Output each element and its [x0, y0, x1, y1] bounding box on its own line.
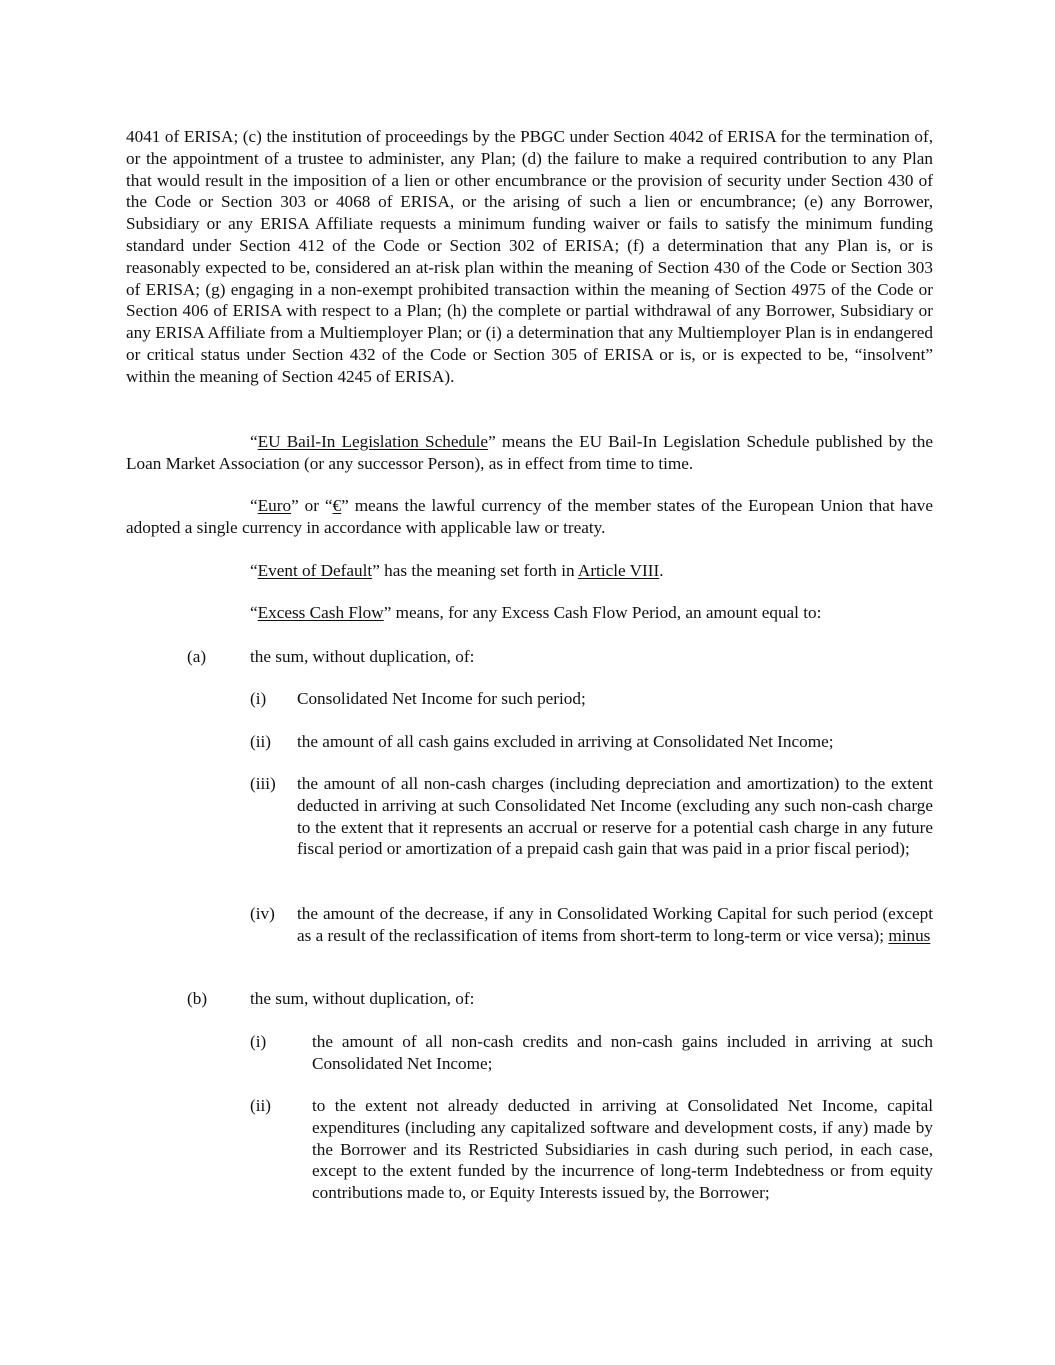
- definition-event-of-default: [126, 560, 933, 582]
- minus-keyword: minus: [888, 925, 931, 945]
- item-text: the amount of all non-cash charges (including depreciation and amortization) to the extent deducted in arriving at such Consolidated Net Income (excluding any such non-cash charge to the extent that it represents an accrual or reserve for a potential cash charge in any future fiscal period or amortization of a prepaid cash gain that was paid in a prior fiscal period);: [297, 774, 933, 859]
- clause-label: (a): [187, 647, 207, 666]
- clause-text: the sum, without duplication, of:: [250, 989, 475, 1008]
- erisa-event-continuation-paragraph: [126, 126, 933, 388]
- open-quote: “: [250, 561, 258, 580]
- open-quote: “: [250, 603, 258, 622]
- intro-text: 4041 of ERISA; (c) the institution of proceedings by the PBGC under Section 4042 of ERISA for the termination of, or the appointment of a trustee to administer, any Plan; (d) the failure to make a required contribution to any Plan that would result in the imposition of a lien or other encumbrance or the provision of security under Section 430 of the Code or Section 303 or 4068 of ERISA, or the arising of such a lien or encumbrance; (e) any Borrower, Subsidiary or any ERISA Affiliate requests a minimum funding waiver or fails to satisfy the minimum funding standard under Section 412 of the Code or Section 302 of ERISA; (f) a determination that any Plan is, or is reasonably expected to be, considered an at-risk plan within the meaning of Section 430 of the Code or Section 303 of ERISA; (g) engaging in a non-exempt prohibited transaction within the meaning of Section 4975 of the Code or Section 406 of ERISA with respect to a Plan; (h) the complete or partial withdrawal of any Borrower, Subsidiary or any ERISA Affiliate from a Multiemployer Plan; or (i) a determination that any Multiemployer Plan is in endangered or critical status under Section 432 of the Code or Section 305 of ERISA or is, or is expected to be, “insolvent” within the meaning of Section 4245 of ERISA).: [126, 127, 933, 386]
- definition-eu-bail-in-legislation-schedule: [126, 431, 933, 475]
- open-quote: “: [250, 496, 258, 515]
- item-text: the amount of all cash gains excluded in arriving at Consolidated Net Income;: [297, 732, 834, 751]
- item-label: (ii): [250, 1096, 271, 1115]
- item-text: the amount of all non-cash credits and non-cash gains included in arriving at such Consolidated Net Income;: [312, 1032, 933, 1073]
- item-label: (iv): [250, 904, 275, 923]
- definition-text: ” means the lawful currency of the member states of the European Union that have adopted a single currency in accordance with applicable law or treaty.: [126, 496, 934, 537]
- item-text: Consolidated Net Income for such period;: [297, 689, 586, 708]
- definition-text: ” has the meaning set forth in: [372, 561, 578, 580]
- definition-excess-cash-flow: [126, 602, 933, 624]
- defined-term: Euro: [257, 496, 292, 515]
- item-label: (i): [250, 1032, 267, 1051]
- article-reference: Article VIII: [577, 561, 660, 580]
- item-label: (i): [250, 689, 267, 708]
- clause-text: the sum, without duplication, of:: [250, 647, 475, 666]
- open-quote: “: [250, 432, 258, 451]
- definition-euro: [126, 495, 933, 539]
- definition-text: ” means the EU Bail-In Legislation Schedule published by the Loan Market Association (or any successor Person), as in effect from time to time.: [126, 432, 933, 473]
- defined-term: Event of Default: [257, 561, 373, 580]
- item-label: (ii): [250, 732, 271, 751]
- clause-label: (b): [187, 989, 208, 1008]
- item-label: (iii): [250, 774, 276, 793]
- item-text: the amount of the decrease, if any in Consolidated Working Capital for such period (except as a result of the reclassification of items from short-term to long-term or vice versa);: [297, 904, 933, 945]
- item-text-container: [297, 903, 933, 947]
- euro-symbol: €: [332, 496, 342, 515]
- defined-term: Excess Cash Flow: [257, 603, 384, 622]
- item-text: to the extent not already deducted in arriving at Consolidated Net Income, capital expenditures (including any capitalized software and development costs, if any) made by the Borrower and its Restricted Subsidiaries in cash during such period, in each case, except to the extent funded by the incurrence of long-term Indebtedness or from equity contributions made to, or Equity Interests issued by, the Borrower;: [312, 1096, 933, 1203]
- period: .: [659, 561, 664, 580]
- definition-text: ” means, for any Excess Cash Flow Period, an amount equal to:: [383, 603, 822, 622]
- defined-term: EU Bail-In Legislation Schedule: [257, 432, 489, 451]
- quote-connector: ” or “: [291, 496, 333, 515]
